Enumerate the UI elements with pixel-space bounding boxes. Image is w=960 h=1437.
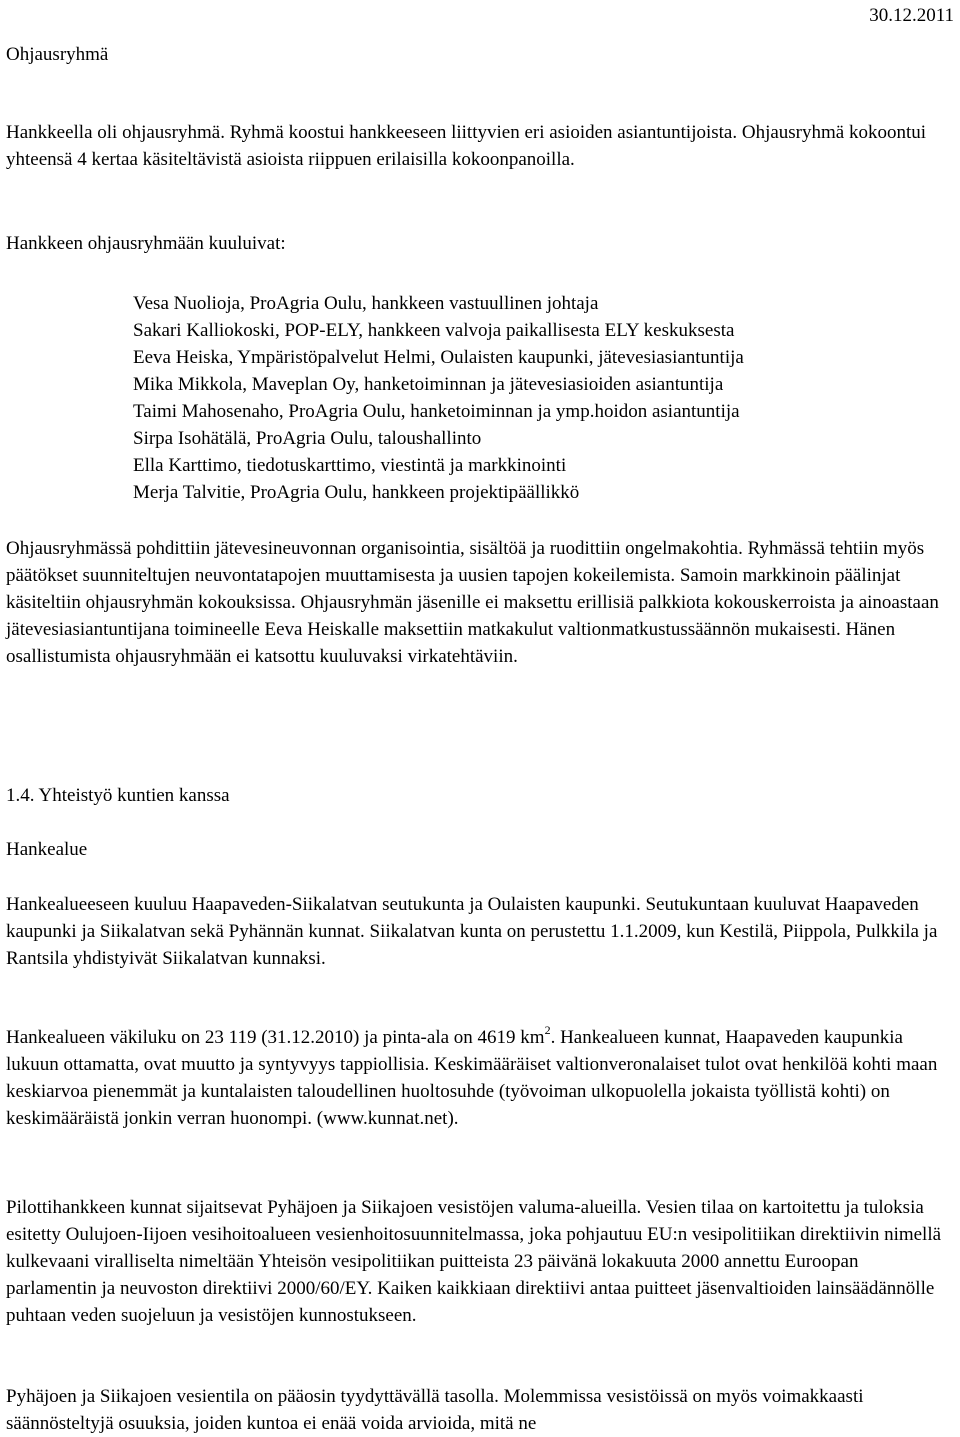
list-item: Ella Karttimo, tiedotuskarttimo, viestintä ja markkinointi [133, 455, 567, 476]
list-item: Mika Mikkola, Maveplan Oy, hanketoiminnan ja jätevesiasioiden asiantuntija [133, 374, 724, 395]
intro-paragraph: Hankkeella oli ohjausryhmä. Ryhmä koostui hankkeeseen liittyvien eri asioiden asiantuntijoista. Ohjausryhmä kokoontui yhteensä 4 kertaa käsiteltävistä asioista riippuen erilaisilla kokoonpanoilla. [6, 122, 927, 170]
population-text-end: . Hankealueen kunnat, Haapaveden kaupunkia lukuun ottamatta, ovat muutto ja syntyvyys tappiollisia. Keskimääräiset valtionveronalaiset tulot ovat henkilöä kohti maan keskiarvoa pienemmät ja kuntalaisten taloudellinen huoltosuhde (työvoiman ulkopuolella jokaista työllistä kohti) on keskimääräistä jonkin verran huonompi. (www.kunnat.net). [6, 1027, 938, 1129]
members-heading: Hankkeen ohjausryhmään kuuluivat: [6, 233, 286, 254]
discussion-paragraph: Ohjausryhmässä pohdittiin jätevesineuvonnan organisointia, sisältöä ja ruodittiin ongelmakohtia. Ryhmässä tehtiin myös päätökset suunniteltujen neuvontatapojen muuttamisesta ja uusien tapojen kokeilemista. Samoin markkinoin päälinjat käsiteltiin ohjausryhmän kokouksissa. Ohjausryhmän jäsenille ei maksettu erillisiä palkkiota kokouskerroista ja ainoastaan jätevesiasiantuntijana toimineelle Eeva Heiskalle maksettiin matkakulut valtionmatkustussäännön mukaisesti. Hänen osallistumista ohjausryhmään ei katsottu kuuluvaksi virkatehtäviin. [6, 538, 939, 667]
section-heading-1-4: 1.4. Yhteistyö kuntien kanssa [6, 785, 230, 806]
water-paragraph: Pilottihankkeen kunnat sijaitsevat Pyhäjoen ja Siikajoen vesistöjen valuma-alueilla. Vesien tilaa on kartoitettu ja tuloksia esitetty Oulujoen-Iijoen vesihoitoalueen vesienhoitosuunnitelmassa, joka pohjautuu EU:n vesipolitiikan direktiivin nimellä kulkevaani viralliselta nimeltään Yhteisön vesipolitiikan puitteista 23 päivänä lokakuuta 2000 annettu Euroopan parlamentin ja neuvoston direktiivi 2000/60/EY. Kaiken kaikkiaan direktiivi antaa puitteet jäsenvaltioiden lainsäädännölle puhtaan veden suojeluun ja vesistöjen kunnostukseen. [6, 1197, 942, 1326]
list-item: Sirpa Isohätälä, ProAgria Oulu, taloushallinto [133, 428, 482, 449]
list-item: Vesa Nuolioja, ProAgria Oulu, hankkeen vastuullinen johtaja [133, 293, 599, 314]
area-paragraph: Hankealueeseen kuuluu Haapaveden-Siikalatvan seutukunta ja Oulaisten kaupunki. Seutukuntaan kuuluvat Haapaveden kaupunki ja Siikalatvan sekä Pyhännän kunnat. Siikalatvan kunta on perustettu 1.1.2009, kun Kestilä, Piippola, Pulkkila ja Rantsila yhdistyivät Siikalatvan kunnaksi. [6, 894, 938, 969]
population-superscript: 2 [544, 1022, 551, 1037]
list-item: Taimi Mahosenaho, ProAgria Oulu, hanketoiminnan ja ymp.hoidon asiantuntija [133, 401, 740, 422]
list-item: Sakari Kalliokoski, POP-ELY, hankkeen valvoja paikallisesta ELY keskuksesta [133, 320, 735, 341]
population-paragraph [6, 1024, 946, 1132]
water-state-paragraph: Pyhäjoen ja Siikajoen vesientila on pääosin tyydyttävällä tasolla. Molemmissa vesistöissä on myös voimakkaasti säännösteltyjä osuuksia, joiden kuntoa ei enää voida arvioida, mitä ne [6, 1386, 864, 1434]
list-item: Merja Talvitie, ProAgria Oulu, hankkeen projektipäällikkö [133, 482, 580, 503]
members-list [133, 290, 933, 506]
section-title-ohjausryhma: Ohjausryhmä [6, 44, 109, 65]
list-item: Eeva Heiska, Ympäristöpalvelut Helmi, Oulaisten kaupunki, jätevesiasiantuntija [133, 347, 744, 368]
page-date: 30.12.2011 [869, 5, 954, 26]
subheading-hankealue: Hankealue [6, 839, 88, 860]
population-text-start: Hankealueen väkiluku on 23 119 (31.12.2010) ja pinta-ala on 4619 km [6, 1027, 545, 1048]
